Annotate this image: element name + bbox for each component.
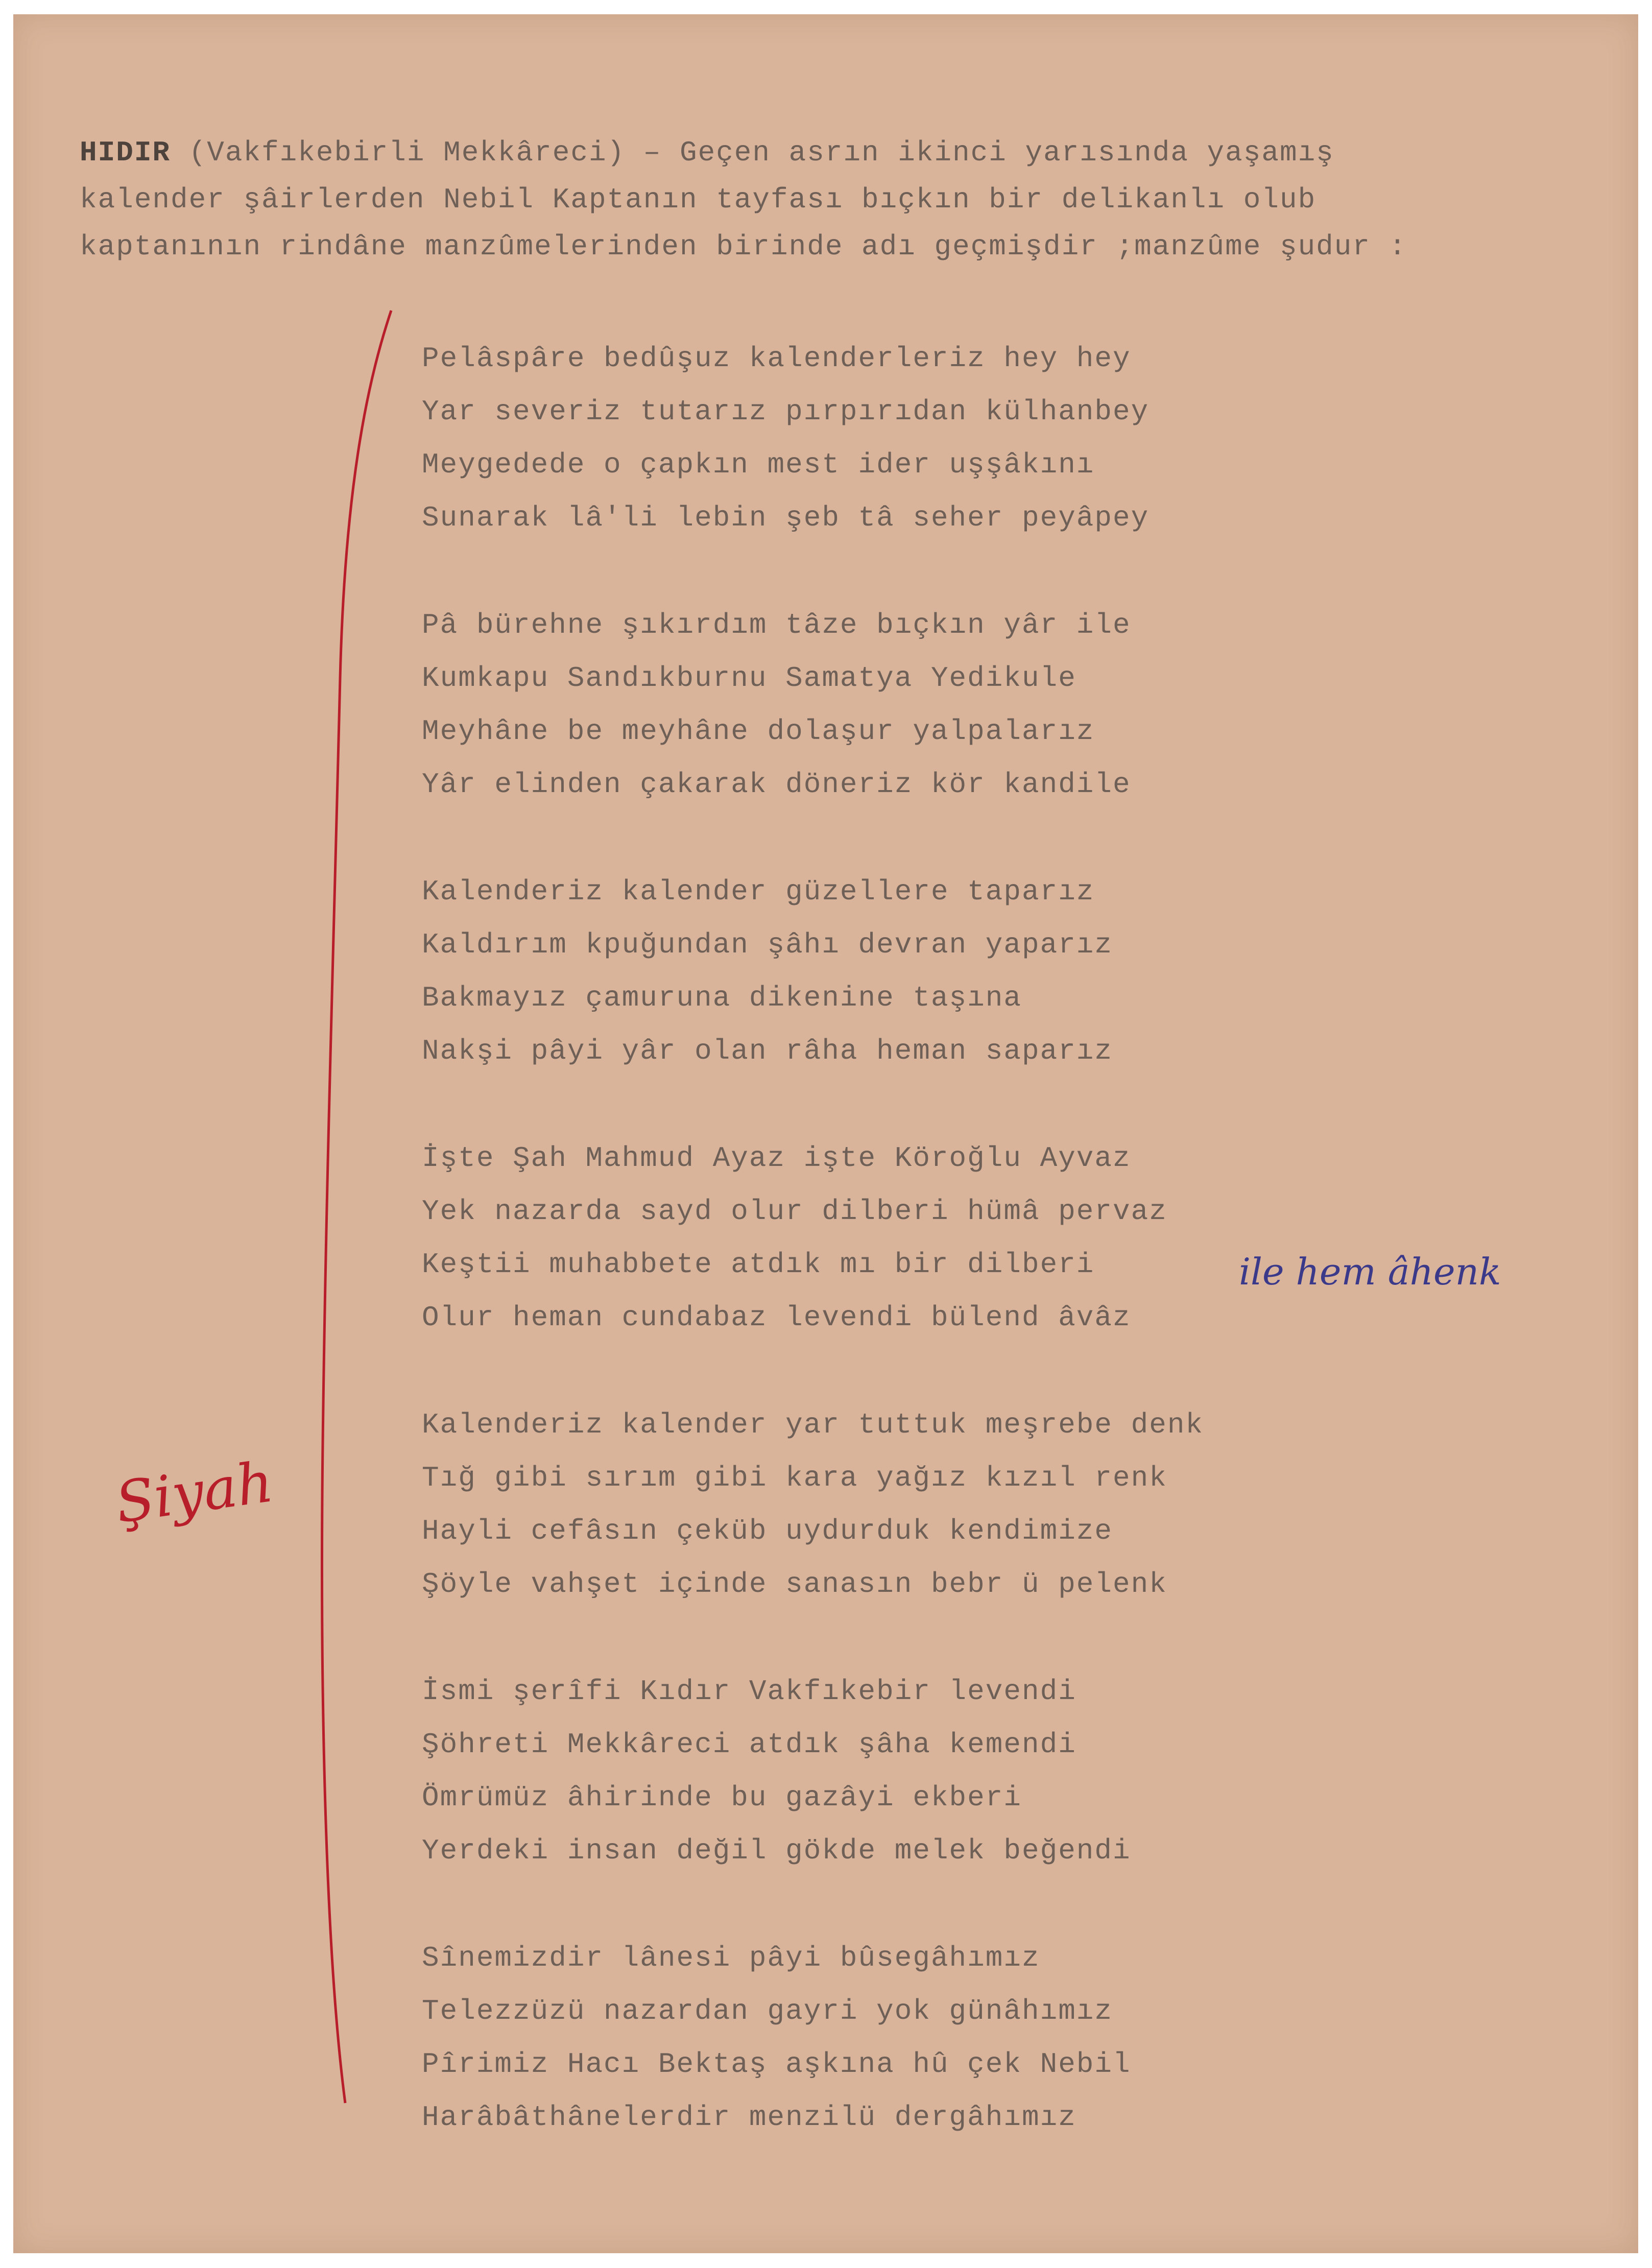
stanza — [422, 1931, 1392, 2144]
verse-line: İşte Şah Mahmud Ayaz işte Köroğlu Ayvaz — [422, 1142, 1131, 1175]
stanza — [422, 599, 1392, 811]
verse-line: Keştii muhabbete atdık mı bir dilberi — [422, 1248, 1095, 1281]
document-page — [13, 14, 1638, 2253]
verse-line: Meygedede o çapkın mest ider uşşâkını — [422, 448, 1095, 481]
blue-handwritten-insertion: ile hem âhenk — [1239, 1250, 1501, 1293]
verse-line: Harâbâthânelerdir menzilü dergâhımız — [422, 2101, 1076, 2134]
verse-line: Yar severiz tutarız pırpırıdan külhanbey — [422, 395, 1150, 428]
verse-line: Kaldırım kpuğundan şâhı devran yaparız — [422, 928, 1113, 961]
verse-line: Sunarak lâ'li lebin şeb tâ seher peyâpey — [422, 502, 1150, 534]
verse-line: Pâ bürehne şıkırdım tâze bıçkın yâr ile — [422, 609, 1131, 641]
verse-line: Telezzüzü nazardan gayri yok günâhımız — [422, 1995, 1113, 2027]
verse-line: Nakşi pâyi yâr olan râha heman saparız — [422, 1035, 1113, 1067]
stanza — [422, 1665, 1392, 1877]
headword: HIDIR — [80, 136, 171, 169]
verse-line: Ömrümüz âhirinde bu gazâyi ekberi — [422, 1781, 1022, 1814]
verse-line: Şöyle vahşet içinde sanasın bebr ü pelenk — [422, 1568, 1167, 1601]
stanza — [422, 332, 1392, 544]
verse-line: Olur heman cundabaz levendi bülend âvâz — [422, 1301, 1131, 1334]
stanza — [422, 865, 1392, 1078]
verse-line: Kumkapu Sandıkburnu Samatya Yedikule — [422, 662, 1076, 695]
verse-line: Pelâspâre bedûşuz kalenderleriz hey hey — [422, 342, 1131, 375]
verse-line: Kalenderiz kalender güzellere taparız — [422, 875, 1095, 908]
intro-line: kalender şâirlerden Nebil Kaptanın tayfası bıçkın bir delikanlı olub — [80, 183, 1316, 216]
verse-line: Bakmayız çamuruna dikenine taşına — [422, 982, 1022, 1014]
verse-line: Kalenderiz kalender yar tuttuk meşrebe denk — [422, 1408, 1204, 1441]
stanza — [422, 1132, 1392, 1344]
red-margin-note: Şiyah — [111, 1449, 277, 1536]
verse-line: İsmi şerîfi Kıdır Vakfıkebir levendi — [422, 1675, 1076, 1708]
verse-line: Tığ gibi sırım gibi kara yağız kızıl renk — [422, 1462, 1167, 1494]
verse-line: Meyhâne be meyhâne dolaşur yalpalarız — [422, 715, 1095, 748]
intro-line: HIDIR (Vakfıkebirli Mekkâreci) – Geçen asrın ikinci yarısında yaşamış — [80, 136, 1334, 169]
verse-line: Yek nazarda sayd olur dilberi hümâ pervaz — [422, 1195, 1167, 1228]
intro-line: kaptanının rindâne manzûmelerinden birinde adı geçmişdir ;manzûme şudur : — [80, 230, 1407, 263]
verse-line: Yâr elinden çakarak döneriz kör kandile — [422, 768, 1131, 801]
verse-line: Yerdeki insan değil gökde melek beğendi — [422, 1834, 1131, 1867]
verse-line: Şöhreti Mekkâreci atdık şâha kemendi — [422, 1728, 1076, 1761]
stanza — [422, 1398, 1392, 1611]
verse-line: Hayli cefâsın çeküb uydurduk kendimize — [422, 1515, 1113, 1547]
verse-line: Pîrimiz Hacı Bektaş aşkına hû çek Nebil — [422, 2048, 1131, 2081]
verse-line: Sînemizdir lânesi pâyi bûsegâhımız — [422, 1942, 1040, 1974]
